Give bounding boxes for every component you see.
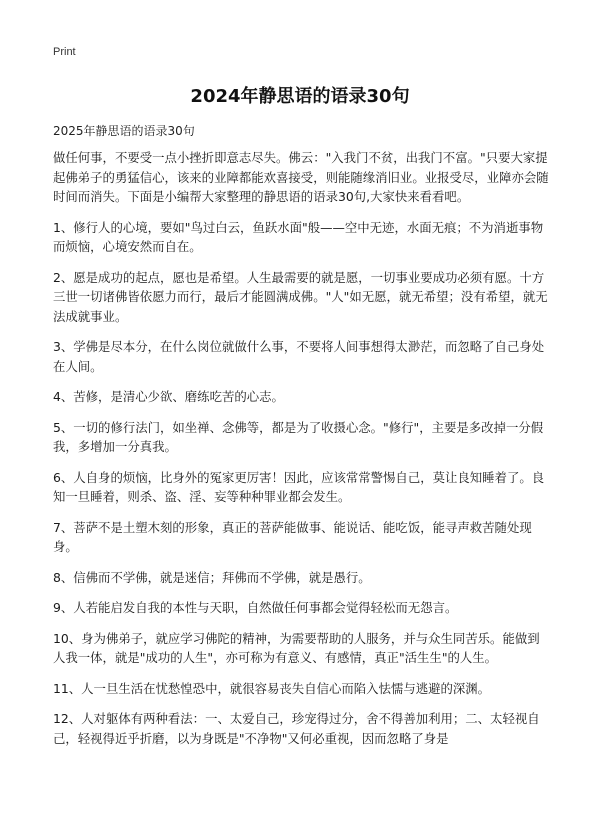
quote-paragraph-2: 2、愿是成功的起点，愿也是希望。人生最需要的就是愿，一切事业要成功必须有愿。十方三世一切诸佛皆依愿力而行，最后才能圆满成佛。"人"如无愿，就无希望；没有希望，就无法成就事业。 — [53, 269, 548, 324]
quote-paragraph-12: 12、人对躯体有两种看法：一、太爱自己，珍宠得过分，舍不得善加利用；二、太轻视自己，轻视得近乎折磨，以为身既是"不净物"又何必重视，因而忽略了身是 — [53, 711, 540, 746]
quote-paragraph-3: 3、学佛是尽本分，在什么岗位就做什么事，不要将人间事想得太渺茫，而忽略了自己身处在人间。 — [53, 339, 545, 374]
quote-paragraph-6: 6、人自身的烦恼，比身外的冤家更厉害！因此，应该常常警惕自己，莫让良知睡着了。良知一旦睡着，则杀、盗、淫、妄等种种罪业都会发生。 — [53, 469, 545, 504]
intro-paragraph: 做任何事，不要受一点小挫折即意志尽失。佛云："入我门不贫，出我门不富。"只要大家提起佛弟子的勇猛信心，该来的业障都能欢喜接受，则能随缘消旧业。业报受尽，业障亦会随时间而消失。下面是小编帮大家整理的静思语的语录30句,大家快来看看吧。 — [53, 150, 549, 204]
quote-paragraph-9: 9、人若能启发自我的本性与天职，自然做任何事都会觉得轻松而无怨言。 — [53, 600, 458, 615]
quote-paragraph-10: 10、身为佛弟子，就应学习佛陀的精神，为需要帮助的人服务，并与众生同苦乐。能做到人我一体，就是"成功的人生"，亦可称为有意义、有感情，真正"活生生"的人生。 — [53, 630, 540, 665]
quote-paragraph-8: 8、信佛而不学佛，就是迷信；拜佛而不学佛，就是愚行。 — [53, 569, 371, 585]
quote-paragraph-4: 4、苦修，是清心少欲、磨练吃苦的心志。 — [53, 389, 284, 404]
page-title: 2024年静思语的语录30句 — [190, 86, 410, 107]
print-link[interactable]: Print — [53, 46, 76, 58]
article-body — [53, 148, 549, 759]
article-subtitle: 2025年静思语的语录30句 — [53, 124, 195, 138]
quote-paragraph-7: 7、菩萨不是土塑木刻的形象，真正的菩萨能做事、能说话、能吃饭，能寻声救苦随处现身。 — [53, 519, 532, 554]
quote-paragraph-1: 1、修行人的心境，要如"鸟过白云，鱼跃水面"般——空中无迹，水面无痕；不为消逝事物而烦恼，心境安然而自在。 — [53, 219, 544, 254]
quote-paragraph-5: 5、一切的修行法门，如坐禅、念佛等，都是为了收摄心念。"修行"，主要是多改掉一分假我，多增加一分真我。 — [53, 419, 544, 454]
quote-paragraph-11: 11、人一旦生活在忧愁惶恐中，就很容易丧失自信心而陷入怯懦与逃避的深渊。 — [53, 680, 491, 696]
